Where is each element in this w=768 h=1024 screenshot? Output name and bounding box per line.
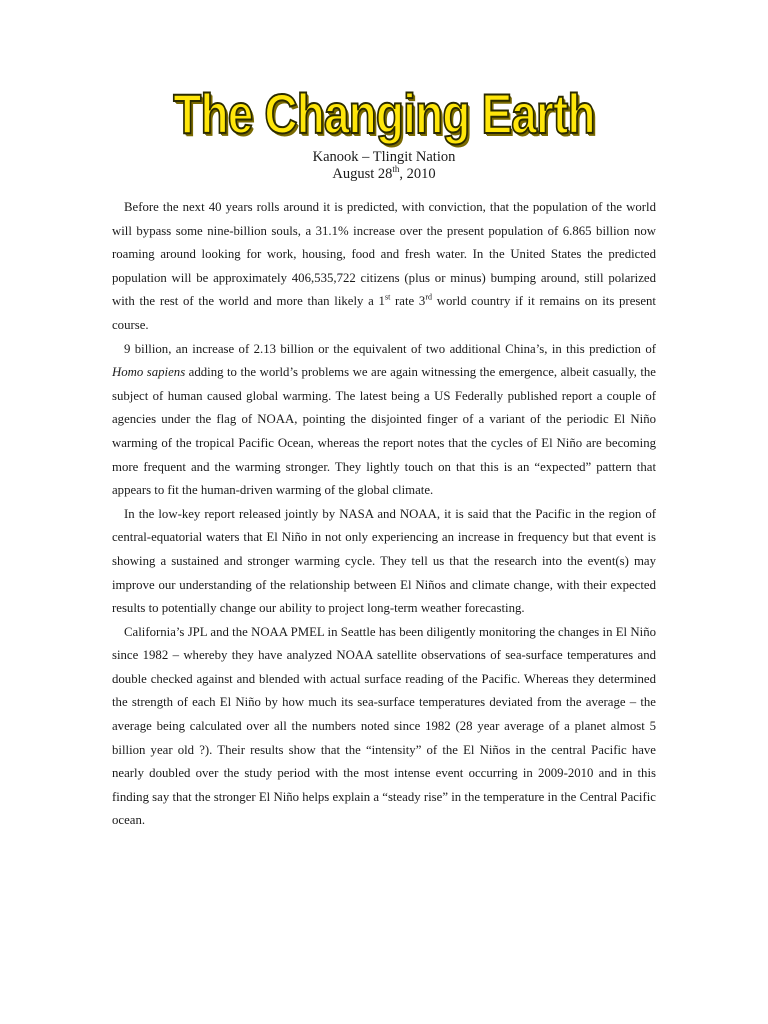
- date-ordinal: th: [392, 164, 400, 175]
- paragraph-2-text-a: 9 billion, an increase of 2.13 billion or the equivalent of two additional China’s, in this prediction of: [124, 341, 656, 356]
- paragraph-1: [112, 196, 656, 338]
- ordinal-third: rd: [425, 293, 432, 303]
- paragraph-3: In the low-key report released jointly by NASA and NOAA, it is said that the Pacific in the region of central-equatorial waters that El Niño in not only experiencing an increase in frequency but that event is showing a sustained and stronger warming cycle. They tell us that the research into the event(s) may improve our understanding of the relationship between El Niños and climate change, with their expected results to potentially change our ability to project long-term weather forecasting.: [112, 506, 656, 616]
- species-name: Homo sapiens: [112, 365, 186, 380]
- paragraph-4: California’s JPL and the NOAA PMEL in Seattle has been diligently monitoring the changes in El Niño since 1982 – whereby they have analyzed NOAA satellite observations of sea-surface temperatures and double checked against and blended with actual surface reading of the Pacific. Whereas they determined the strength of each El Niño by how much its sea-surface temperatures deviated from the average – the average being calculated over all the numbers noted since 1982 (28 year average of a planet almost 5 billion year old ?). Their results show that the “intensity” of the El Niños in the central Pacific have nearly doubled over the study period with the most intense event occurring in 2009-2010 and in this finding say that the stronger El Niño helps explain a “steady rise” in the temperature in the Central Pacific ocean.: [112, 624, 656, 828]
- date-prefix: August 28: [332, 166, 393, 182]
- document-title: The Changing Earth: [173, 82, 595, 145]
- ordinal-first: st: [384, 293, 391, 303]
- date-suffix: , 2010: [399, 166, 436, 182]
- paragraph-1-text-c: world country if it remains on its present course.: [112, 294, 656, 332]
- author-line: Kanook – Tlingit Nation: [312, 149, 456, 165]
- paragraph-1-text-b: rate 3: [390, 294, 426, 309]
- paragraph-2: [112, 338, 656, 503]
- paragraph-1-text-a: Before the next 40 years rolls around it is predicted, with conviction, that the population of the world will bypass some nine-billion souls, a 31.1% increase over the present population of 6.865 billion now roaming around looking for work, housing, food and fresh water. In the United States the predicted population will be approximately 406,535,722 citizens (plus or minus) bumping around, still polarized with the rest of the world and more than likely a 1: [112, 200, 656, 309]
- title-block: [0, 84, 768, 144]
- paragraph-2-text-b: adding to the world’s problems we are again witnessing the emergence, albeit casually, the subject of human caused global warming. The latest being a US Federally published report a couple of agencies under the flag of NOAA, pointing the disjointed finger of a variant of the periodic El Niño warming of the tropical Pacific Ocean, whereas the report notes that the cycles of El Niño are becoming more frequent and the warming stronger. They lightly touch on that this is an “expected” pattern that appears to fit the human-driven warming of the global climate.: [112, 365, 656, 498]
- date-line: [0, 165, 768, 183]
- article-body: [112, 196, 656, 833]
